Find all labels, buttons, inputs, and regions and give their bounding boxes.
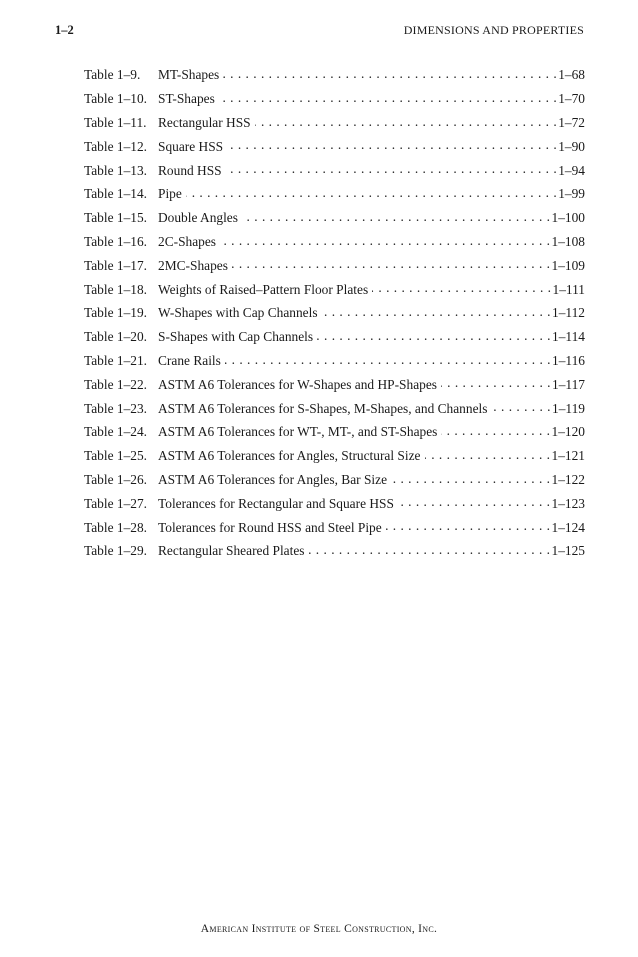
toc-table-number: Table 1–11. bbox=[84, 114, 147, 130]
toc-entry[interactable] bbox=[84, 185, 585, 209]
toc-entry[interactable] bbox=[84, 280, 585, 304]
toc-page-number: 1–125 bbox=[551, 543, 585, 559]
toc-title: Tolerances for Rectangular and Square HSS bbox=[158, 495, 394, 511]
toc-table-number: Table 1–20. bbox=[84, 329, 148, 345]
toc-table-number: Table 1–19. bbox=[84, 305, 148, 321]
toc-entry[interactable] bbox=[84, 161, 585, 185]
toc-page-number: 1–94 bbox=[558, 162, 585, 178]
toc-title: MT-Shapes bbox=[158, 67, 220, 83]
toc-table-number: Table 1–29. bbox=[84, 543, 148, 559]
toc-title: Rectangular HSS bbox=[158, 114, 251, 130]
page-number: 1–2 bbox=[55, 23, 74, 37]
toc-title: ST-Shapes bbox=[158, 91, 215, 107]
toc-dot-leader bbox=[441, 375, 551, 388]
toc-entry[interactable] bbox=[84, 256, 585, 280]
toc-entry[interactable] bbox=[84, 471, 585, 495]
toc-entry[interactable] bbox=[84, 137, 585, 161]
toc-page-number: 1–124 bbox=[551, 519, 585, 535]
toc-page-number: 1–121 bbox=[551, 448, 585, 464]
toc-entry[interactable] bbox=[84, 90, 585, 114]
toc-dot-leader bbox=[226, 161, 558, 174]
toc-dot-leader bbox=[322, 304, 551, 317]
toc-entry[interactable] bbox=[84, 209, 585, 233]
toc-table-number: Table 1–26. bbox=[84, 471, 148, 487]
table-of-contents bbox=[84, 66, 585, 566]
toc-page-number: 1–90 bbox=[558, 138, 585, 154]
toc-page-number: 1–116 bbox=[552, 352, 585, 368]
toc-dot-leader bbox=[220, 233, 550, 246]
toc-title: Double Angles bbox=[158, 210, 238, 226]
toc-entry[interactable] bbox=[84, 399, 585, 423]
toc-dot-leader bbox=[391, 471, 550, 484]
toc-title: S-Shapes with Cap Channels bbox=[158, 329, 314, 345]
toc-table-number: Table 1–16. bbox=[84, 233, 148, 249]
toc-title: ASTM A6 Tolerances for W-Shapes and HP-Shapes bbox=[158, 376, 437, 392]
toc-page-number: 1–108 bbox=[551, 233, 585, 249]
toc-page-number: 1–117 bbox=[552, 376, 585, 392]
toc-title: ASTM A6 Tolerances for WT-, MT-, and ST-Shapes bbox=[158, 424, 438, 440]
toc-page-number: 1–109 bbox=[551, 257, 585, 273]
toc-entry[interactable] bbox=[84, 375, 585, 399]
toc-table-number: Table 1–9. bbox=[84, 67, 141, 83]
toc-dot-leader bbox=[225, 352, 551, 365]
footer-publisher: American Institute of Steel Construction, Inc. bbox=[200, 923, 438, 935]
toc-entry[interactable] bbox=[84, 114, 585, 138]
toc-dot-leader bbox=[232, 256, 551, 269]
toc-entry[interactable] bbox=[84, 542, 585, 566]
toc-entry[interactable] bbox=[84, 66, 585, 90]
toc-title: W-Shapes with Cap Channels bbox=[158, 305, 318, 321]
toc-entry[interactable] bbox=[84, 352, 585, 376]
toc-title: Rectangular Sheared Plates bbox=[158, 543, 305, 559]
toc-entry[interactable] bbox=[84, 447, 585, 471]
toc-page-number: 1–100 bbox=[551, 210, 585, 226]
toc-page-number: 1–68 bbox=[558, 67, 585, 83]
toc-page-number: 1–123 bbox=[551, 495, 585, 511]
toc-page-number: 1–122 bbox=[551, 471, 585, 487]
toc-table-number: Table 1–28. bbox=[84, 519, 148, 535]
toc-title: 2MC-Shapes bbox=[158, 257, 228, 273]
toc-table-number: Table 1–15. bbox=[84, 210, 148, 226]
toc-title: Crane Rails bbox=[158, 352, 221, 368]
toc-dot-leader bbox=[186, 185, 557, 198]
toc-title: 2C-Shapes bbox=[158, 233, 217, 249]
running-head: DIMENSIONS AND PROPERTIES bbox=[403, 23, 584, 37]
toc-dot-leader bbox=[491, 399, 551, 412]
toc-dot-leader bbox=[255, 114, 558, 127]
toc-page-number: 1–72 bbox=[558, 114, 585, 130]
toc-table-number: Table 1–10. bbox=[84, 91, 148, 107]
toc-dot-leader bbox=[227, 137, 557, 150]
toc-dot-leader bbox=[386, 518, 551, 531]
toc-table-number: Table 1–21. bbox=[84, 352, 148, 368]
toc-title: ASTM A6 Tolerances for S-Shapes, M-Shapes, and Channels bbox=[158, 400, 488, 416]
toc-title: ASTM A6 Tolerances for Angles, Bar Size bbox=[158, 471, 388, 487]
toc-entry[interactable] bbox=[84, 423, 585, 447]
toc-page-number: 1–119 bbox=[552, 400, 585, 416]
toc-table-number: Table 1–17. bbox=[84, 257, 148, 273]
toc-title: Round HSS bbox=[158, 162, 222, 178]
toc-page-number: 1–99 bbox=[558, 186, 585, 202]
toc-entry[interactable] bbox=[84, 304, 585, 328]
toc-entry[interactable] bbox=[84, 494, 585, 518]
toc-dot-leader bbox=[425, 447, 551, 460]
toc-dot-leader bbox=[223, 66, 557, 79]
toc-page-number: 1–120 bbox=[551, 424, 585, 440]
toc-entry[interactable] bbox=[84, 233, 585, 257]
toc-title: Pipe bbox=[158, 186, 182, 202]
toc-page-number: 1–114 bbox=[552, 329, 585, 345]
toc-table-number: Table 1–13. bbox=[84, 162, 148, 178]
toc-dot-leader bbox=[441, 423, 550, 436]
toc-entry[interactable] bbox=[84, 518, 585, 542]
toc-dot-leader bbox=[398, 494, 551, 507]
toc-title: Tolerances for Round HSS and Steel Pipe bbox=[158, 519, 382, 535]
toc-table-number: Table 1–24. bbox=[84, 424, 148, 440]
toc-dot-leader bbox=[242, 209, 551, 222]
toc-entry[interactable] bbox=[84, 328, 585, 352]
toc-title: ASTM A6 Tolerances for Angles, Structural Size bbox=[158, 448, 421, 464]
toc-table-number: Table 1–23. bbox=[84, 400, 148, 416]
toc-page-number: 1–111 bbox=[552, 281, 585, 297]
toc-title: Square HSS bbox=[158, 138, 224, 154]
toc-dot-leader bbox=[372, 280, 551, 293]
toc-table-number: Table 1–18. bbox=[84, 281, 148, 297]
toc-table-number: Table 1–22. bbox=[84, 376, 148, 392]
toc-table-number: Table 1–27. bbox=[84, 495, 148, 511]
toc-page-number: 1–70 bbox=[558, 91, 585, 107]
toc-dot-leader bbox=[309, 542, 551, 555]
toc-table-number: Table 1–12. bbox=[84, 138, 148, 154]
toc-title: Weights of Raised–Pattern Floor Plates bbox=[158, 281, 369, 297]
toc-table-number: Table 1–25. bbox=[84, 448, 148, 464]
toc-table-number: Table 1–14. bbox=[84, 186, 148, 202]
toc-page-number: 1–112 bbox=[552, 305, 585, 321]
toc-dot-leader bbox=[219, 90, 557, 103]
toc-dot-leader bbox=[317, 328, 551, 341]
